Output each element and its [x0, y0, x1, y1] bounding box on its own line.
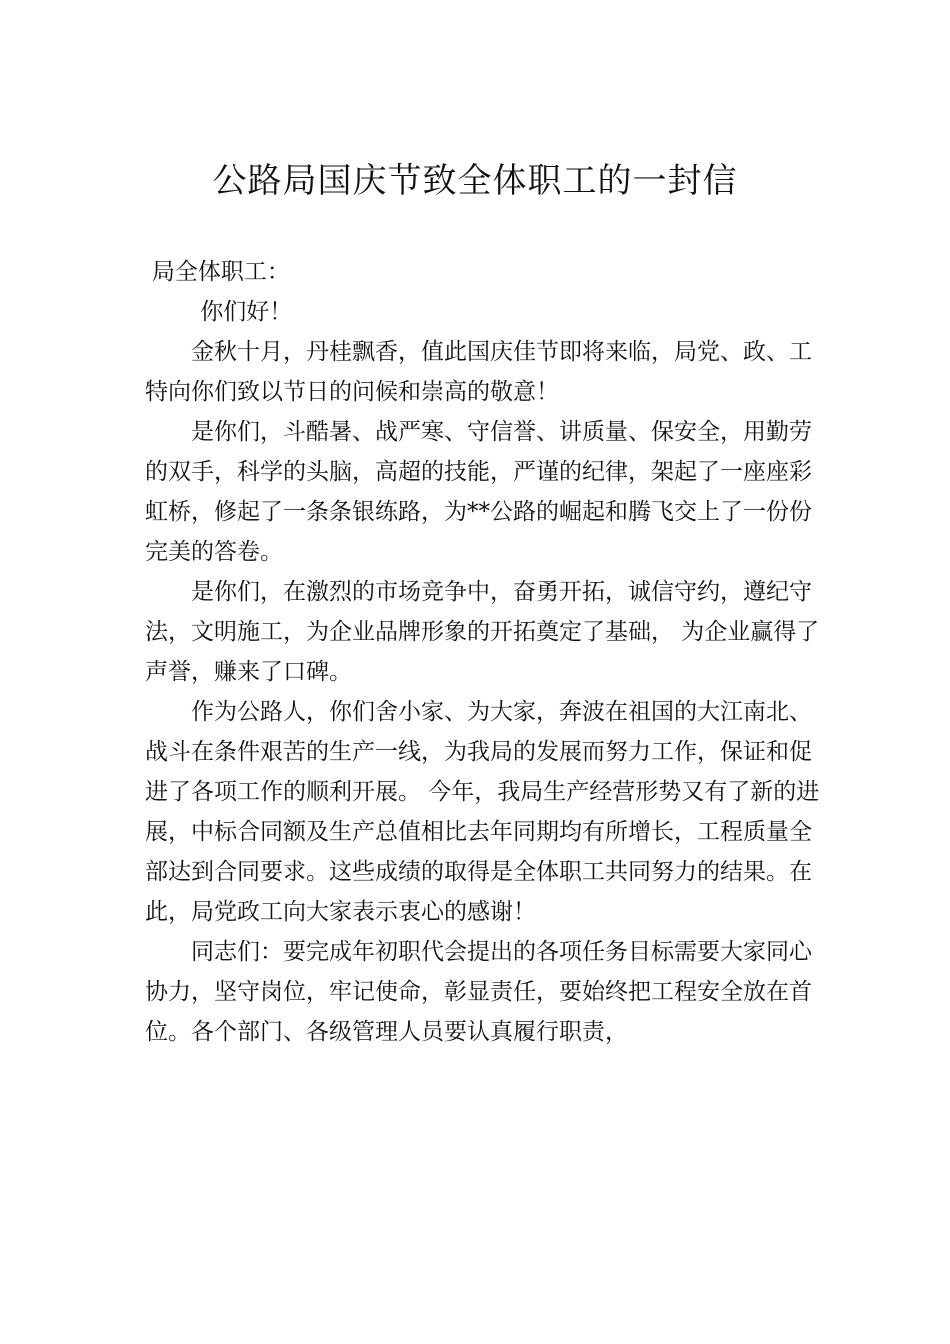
letter-salutation: 你们好！ [200, 299, 293, 325]
paragraph-3: 是你们，在激烈的市场竞争中，奋勇开拓，诚信守约，遵纪守法，文明施工，为企业品牌形象的开拓奠定了基础， 为企业赢得了声誉，赚来了口碑。 [145, 579, 820, 685]
paragraph-5: 同志们：要完成年初职代会提出的各项任务目标需要大家同心协力，坚守岗位，牢记使命，彰显责任，要始终把工程安全放在首位。各个部门、各级管理人员要认真履行职责， [145, 939, 812, 1045]
paragraph-2: 是你们，斗酷暑、战严寒、守信誉、讲质量、保安全，用勤劳的双手，科学的头脑，高超的技能，严谨的纪律，架起了一座座彩虹桥，修起了一条条银练路，为**公路的崛起和腾飞交上了一份份完美的答卷。 [145, 419, 812, 565]
letter-greeting: 局全体职工： [151, 259, 290, 285]
paragraph-1: 金秋十月，丹桂飘香，值此国庆佳节即将来临，局党、政、工特向你们致以节日的问候和崇高的敬意！ [145, 339, 812, 405]
paragraph-4: 作为公路人，你们舍小家、为大家，奔波在祖国的大江南北、战斗在条件艰苦的生产一线，为我局的发展而努力工作，保证和促进了各项工作的顺利开展。 今年，我局生产经营形势又有了新的进展，中标合同额及生产总值相比去年同期均有所增长，工程质量全部达到合同要求。这些成绩的取得是全体职工共同努力的结果。在此，局党政工向大家表示衷心的感谢！ [145, 699, 820, 925]
letter-body [145, 252, 825, 1052]
document-title: 公路局国庆节致全体职工的一封信 [212, 161, 738, 201]
